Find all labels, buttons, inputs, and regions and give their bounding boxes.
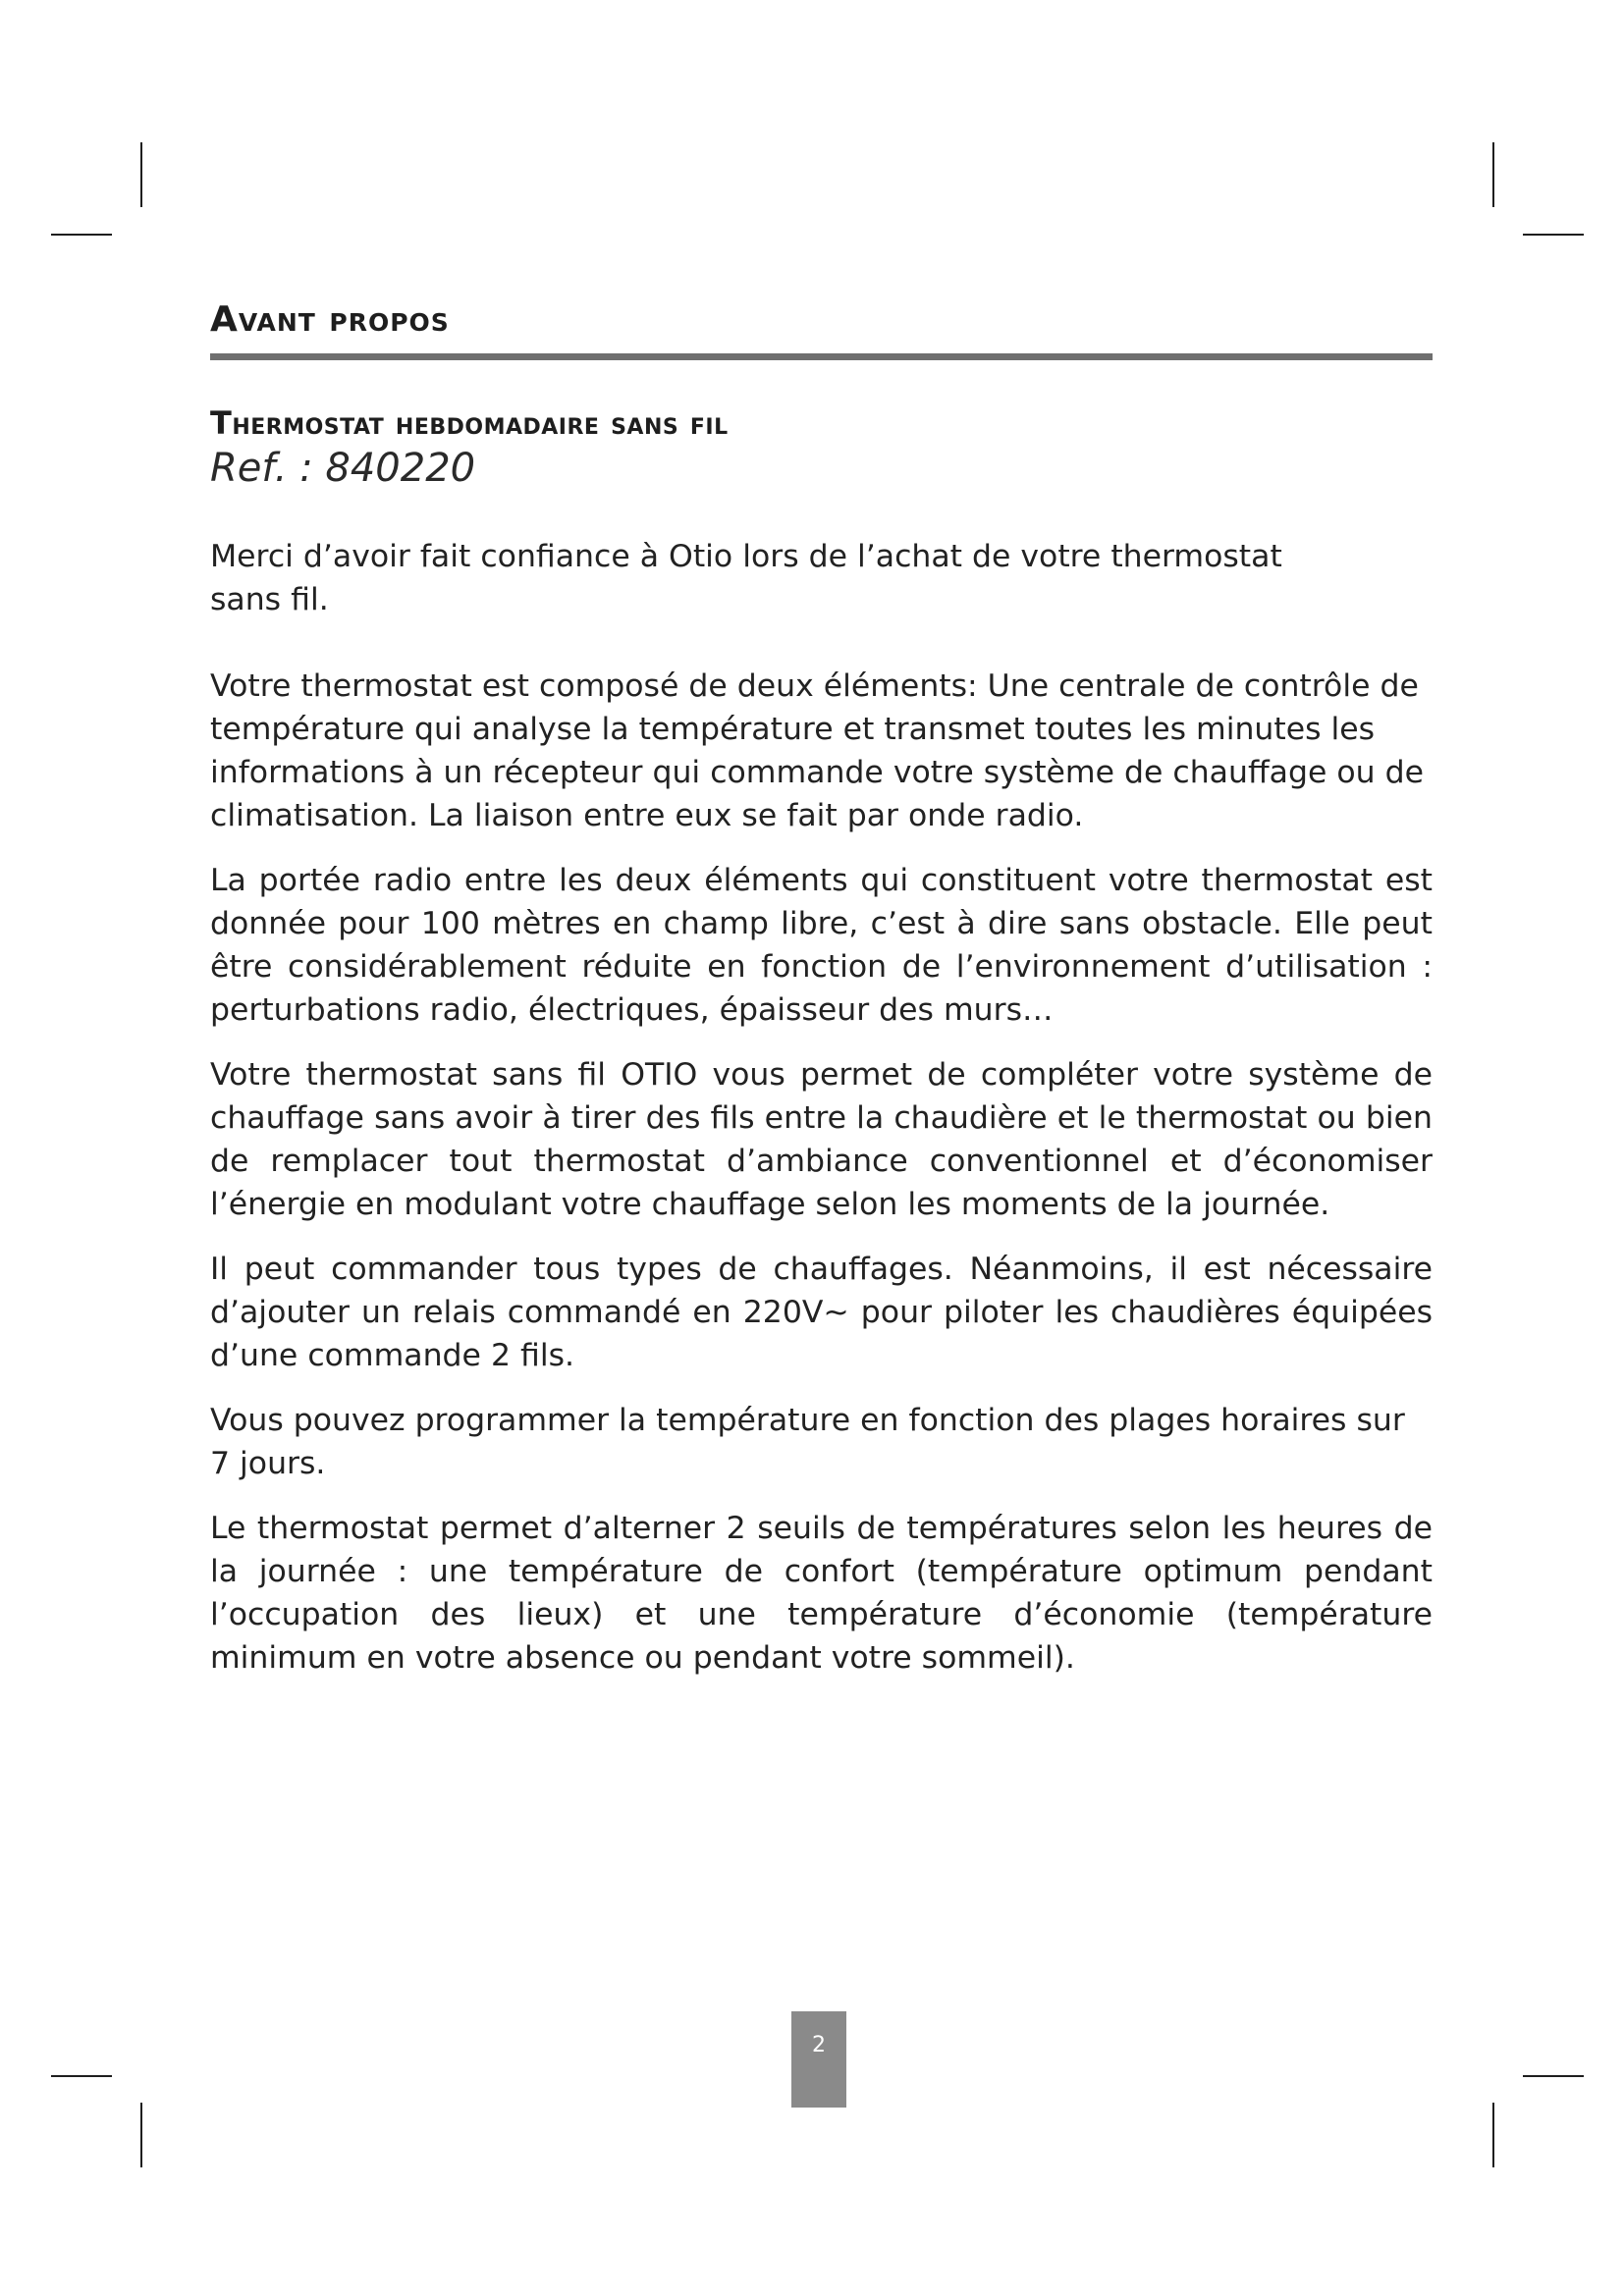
- page-number-badge: [791, 2011, 846, 2108]
- paragraph-radio-range: La portée radio entre les deux éléments qui constituent votre thermostat est donnée pour 100 mètres en champ libre, c’est à dire sans obstacle. Elle peut être considérablement réduite en fonction de l’environnement d’utilisation : perturbations radio, électriques, épaisseur des murs…: [210, 863, 1433, 1029]
- paragraph-benefits: Votre thermostat sans fil OTIO vous permet de compléter votre système de chauffage sans avoir à tirer des fils entre la chaudière et le thermostat ou bien de remplacer tout thermostat d’ambiance conventionnel et d’économiser l’énergie en modulant votre chauffage selon les moments de la journée.: [210, 1057, 1433, 1223]
- crop-mark-bottom-left-vertical: [140, 2103, 142, 2167]
- crop-mark-top-left-horizontal: [51, 234, 112, 236]
- crop-mark-top-left-vertical: [140, 142, 142, 207]
- section-title: Avant propos: [210, 299, 450, 340]
- product-reference: Ref. : 840220: [210, 446, 476, 492]
- paragraph-composition: Votre thermostat est composé de deux éléments: Une centrale de contrôle de température qui analyse la température et transmet toutes les minutes les informations à un récepteur qui commande votre système de chauffage ou de climatisation. La liaison entre eux se fait par onde radio.: [210, 668, 1424, 834]
- page-content: [210, 294, 1433, 1680]
- crop-mark-top-right-horizontal: [1523, 234, 1584, 236]
- paragraph-intro: Merci d’avoir fait confiance à Otio lors de l’achat de votre thermostat sans fil.: [210, 539, 1282, 618]
- paragraph-programming: Vous pouvez programmer la température en fonction des plages horaires sur 7 jours.: [210, 1403, 1405, 1482]
- product-title: Thermostat hebdomadaire sans fil: [210, 403, 729, 442]
- section-divider: [210, 353, 1433, 360]
- crop-mark-bottom-right-vertical: [1492, 2103, 1494, 2167]
- paragraph-thresholds: Le thermostat permet d’alterner 2 seuils de températures selon les heures de la journée : une température de confort (température optimum pendant l’occupation des lieux) et une température d’économie (température minimum en votre absence ou pendant votre sommeil).: [210, 1511, 1433, 1677]
- crop-mark-bottom-right-horizontal: [1523, 2075, 1584, 2077]
- crop-mark-top-right-vertical: [1492, 142, 1494, 207]
- crop-mark-bottom-left-horizontal: [51, 2075, 112, 2077]
- page-number: 2: [812, 2033, 826, 2057]
- paragraph-heating-types: Il peut commander tous types de chauffages. Néanmoins, il est nécessaire d’ajouter un relais commandé en 220V~ pour piloter les chaudières équipées d’une commande 2 fils.: [210, 1252, 1433, 1374]
